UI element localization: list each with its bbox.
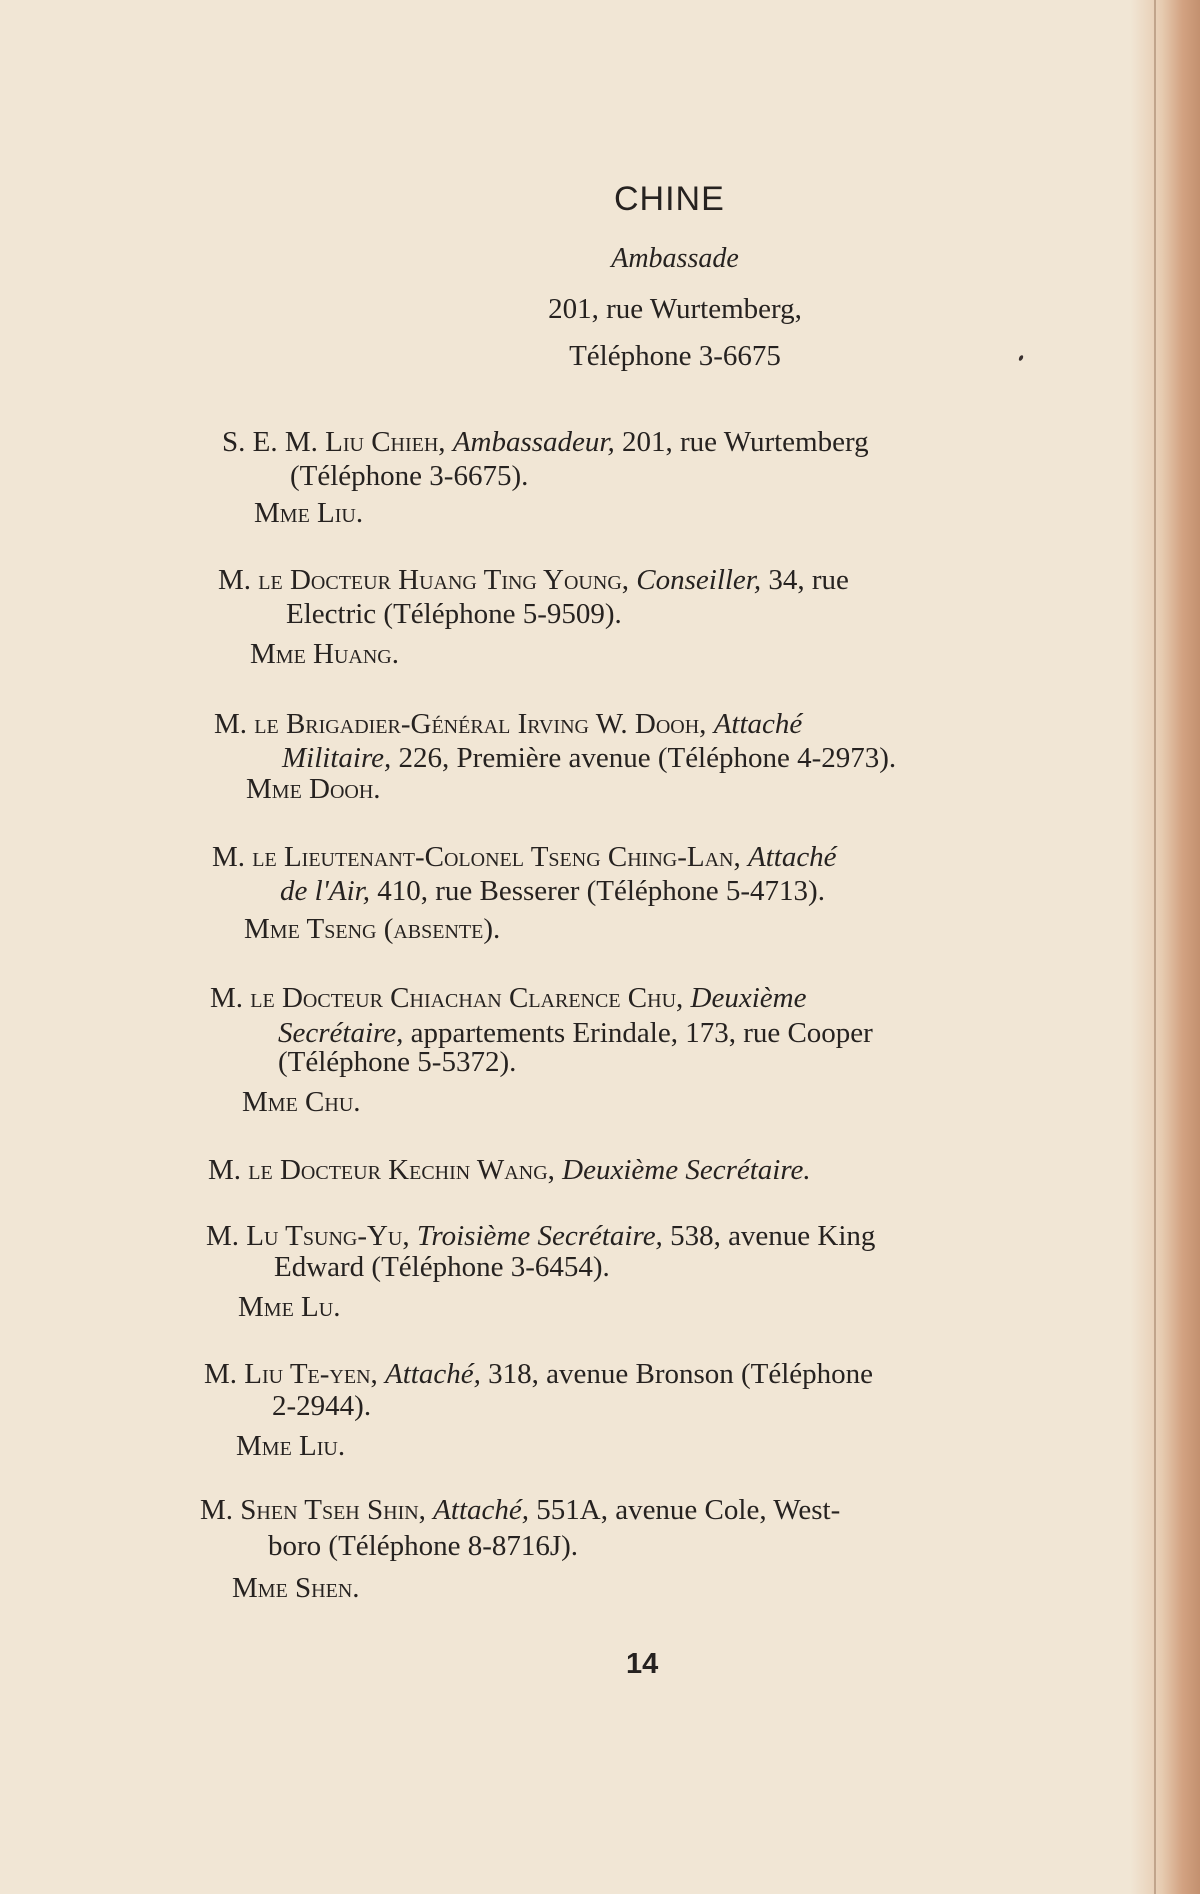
entry-3-name: M. le Brigadier-Général Irving W. Dooh, — [214, 708, 707, 740]
entry-8-line-2: 2-2944). — [272, 1390, 372, 1422]
entry-5-spouse: Mme Chu. — [242, 1086, 361, 1118]
mission-phone: Téléphone 3-6675 — [569, 340, 781, 372]
entry-2-name: M. le Docteur Huang Ting Young, — [218, 564, 630, 596]
entry-3-address: 226, Première avenue (Téléphone 4-2973). — [398, 742, 897, 774]
entry-7-spouse: Mme Lu. — [238, 1291, 341, 1323]
entry-3-line-1 — [214, 710, 802, 739]
entry-7-name: M. Lu Tsung-Yu, — [206, 1220, 410, 1252]
binding-shadow — [1130, 0, 1200, 1894]
entry-8-spouse: Mme Liu. — [236, 1430, 346, 1462]
entry-7-address: 538, avenue King — [670, 1220, 876, 1252]
entry-5-line-3: (Téléphone 5-5372). — [278, 1046, 517, 1078]
entry-6-title: Deuxième Secrétaire. — [562, 1154, 811, 1186]
entry-7-line-1 — [206, 1222, 875, 1251]
entry-7-line-2: Edward (Téléphone 3-6454). — [274, 1251, 610, 1283]
page-edge-line — [1154, 0, 1156, 1894]
country-heading — [0, 180, 1200, 219]
mission-type: Ambassade — [611, 243, 739, 274]
entry-9-title: Attaché, — [433, 1494, 529, 1526]
entry-5-title: Deuxième — [690, 982, 807, 1014]
mission-address: 201, rue Wurtemberg, — [548, 293, 802, 325]
entry-5-name: M. le Docteur Chiachan Clarence Chu, — [210, 982, 684, 1014]
entry-4-line-2 — [280, 877, 825, 906]
entry-3-line-2 — [282, 744, 896, 773]
entry-8-line-1 — [204, 1360, 873, 1389]
entry-8-address: 318, avenue Bronson (Téléphone — [488, 1358, 874, 1390]
entry-2-line-1 — [218, 566, 849, 595]
entry-4-spouse: Mme Tseng (absente). — [244, 913, 501, 945]
entry-1-spouse: Mme Liu. — [254, 497, 364, 529]
entry-2-spouse: Mme Huang. — [250, 638, 400, 670]
entry-8-name: M. Liu Te-yen, — [204, 1358, 378, 1390]
entry-2-address: 34, rue — [768, 564, 849, 596]
entry-3-title-cont: Militaire, — [282, 742, 392, 774]
entry-7-title: Troisième Secrétaire, — [416, 1220, 663, 1252]
entry-9-name: M. Shen Tseh Shin, — [200, 1494, 426, 1526]
entry-6-name: M. le Docteur Kechin Wang, — [208, 1154, 555, 1186]
entry-1-title: Ambassadeur, — [452, 426, 615, 458]
entry-5-address: appartements Erindale, 173, rue Cooper — [410, 1017, 873, 1049]
entry-5-line-2 — [278, 1019, 873, 1048]
entry-6-line-1 — [208, 1156, 811, 1185]
entry-2-title: Conseiller, — [636, 564, 762, 596]
entry-4-line-1 — [212, 843, 837, 872]
entry-8-title: Attaché, — [385, 1358, 481, 1390]
page-number: 14 — [626, 1648, 659, 1680]
entry-3-title: Attaché — [713, 708, 803, 740]
entry-1-name: S. E. M. Liu Chieh, — [222, 426, 446, 458]
entry-3-spouse: Mme Dooh. — [246, 773, 381, 805]
entry-9-address: 551A, avenue Cole, West- — [536, 1494, 841, 1526]
entry-4-title-cont: de l'Air, — [280, 875, 370, 907]
entry-9-spouse: Mme Shen. — [232, 1572, 360, 1604]
entry-1-address: 201, rue Wurtemberg — [621, 426, 869, 458]
entry-4-address: 410, rue Besserer (Téléphone 5-4713). — [377, 875, 825, 907]
entry-5-title-cont: Secrétaire, — [278, 1017, 404, 1049]
entry-2-line-2: Electric (Téléphone 5-9509). — [286, 598, 622, 630]
entry-4-title: Attaché — [747, 841, 837, 873]
entry-1-line-2: (Téléphone 3-6675). — [290, 460, 529, 492]
entry-5-line-1 — [210, 984, 806, 1013]
entry-4-name: M. le Lieutenant-Colonel Tseng Ching-Lan, — [212, 841, 741, 873]
country-name: CHINE — [614, 180, 725, 218]
entry-9-line-2: boro (Téléphone 8-8716J). — [268, 1530, 579, 1562]
entry-1-line-1 — [222, 428, 869, 457]
entry-9-line-1 — [200, 1496, 840, 1525]
